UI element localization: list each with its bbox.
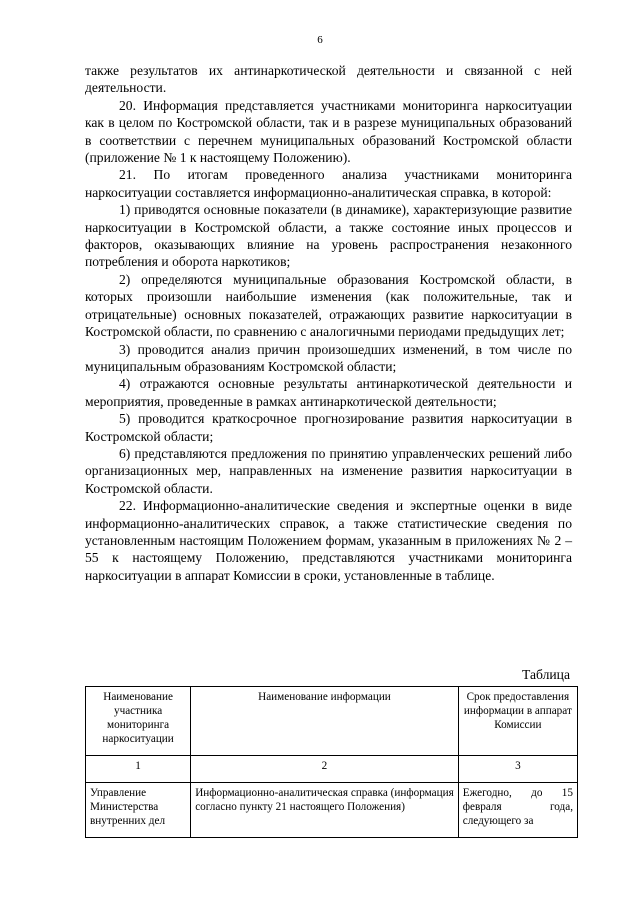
column-number-1: 1 [86, 756, 191, 783]
column-number-2: 2 [191, 756, 459, 783]
column-number-3: 3 [458, 756, 577, 783]
page-number: 6 [317, 34, 323, 46]
list-item-3: 3) проводится анализ причин произошедших изменений, в том числе по муниципальным образованиям Костромской области; [85, 341, 572, 374]
cell-deadline: Ежегодно, до 15 февраля года, следующего за [458, 783, 577, 838]
list-item-1: 1) приводятся основные показатели (в динамике), характеризующие развитие наркоситуации в Костромской области, а также состояние иных процессов и факторов, оказывающих влияние на уровень распространения незаконного потребления и оборота наркотиков; [85, 202, 572, 270]
table-row [86, 783, 578, 838]
reporting-table [85, 686, 578, 838]
paragraph-21: 21. По итогам проведенного анализа участниками мониторинга наркоситуации составляется информационно-аналитическая справка, в которой: [85, 167, 572, 200]
paragraph-22: 22. Информационно-аналитические сведения и экспертные оценки в виде информационно-аналитических справок, а также статистические сведения по установленным настоящим Положением формам, указанным в приложениях № 2 – 55 к настоящему Положению, представляются участниками мониторинга наркоситуации в аппарат Комиссии в сроки, установленные в таблице. [85, 498, 572, 583]
table-column-numbers-row [86, 756, 578, 783]
header-information: Наименование информации [191, 687, 459, 756]
paragraph-20: 20. Информация представляется участниками мониторинга наркоситуации как в целом по Костромской области, так и в разрезе муниципальных образований в соответствии с перечнем муниципальных образований Костромской области (приложение № 1 к настоящему Положению). [85, 97, 572, 166]
list-item-2: 2) определяются муниципальные образования Костромской области, в которых произошли наибольшие изменения (как положительные, так и отрицательные) основных показателей, отражающих развитие наркоситуации в Костромской области, по сравнению с аналогичными периодами предыдущих лет; [85, 271, 572, 340]
table-caption: Таблица [522, 667, 570, 682]
list-item-6: 6) представляются предложения по принятию управленческих решений либо организационных мер, направленных на изменение развития наркоситуации в Костромской области. [85, 445, 572, 496]
cell-information: Информационно-аналитическая справка (информация согласно пункту 21 настоящего Положения) [191, 783, 459, 838]
paragraph-continuation: также результатов их антинаркотической деятельности и связанной с ней деятельности. [85, 63, 572, 96]
table-header-row [86, 687, 578, 756]
header-participant: Наименование участника мониторинга наркоситуации [86, 687, 191, 756]
list-item-4: 4) отражаются основные результаты антинаркотической деятельности и мероприятия, проведенные в рамках антинаркотической деятельности; [85, 376, 572, 409]
header-deadline: Срок предоставления информации в аппарат Комиссии [458, 687, 577, 756]
cell-participant: Управление Министерства внутренних дел [86, 783, 191, 838]
body-text [85, 62, 572, 584]
list-item-5: 5) проводится краткосрочное прогнозирование развития наркоситуации в Костромской области; [85, 411, 572, 444]
